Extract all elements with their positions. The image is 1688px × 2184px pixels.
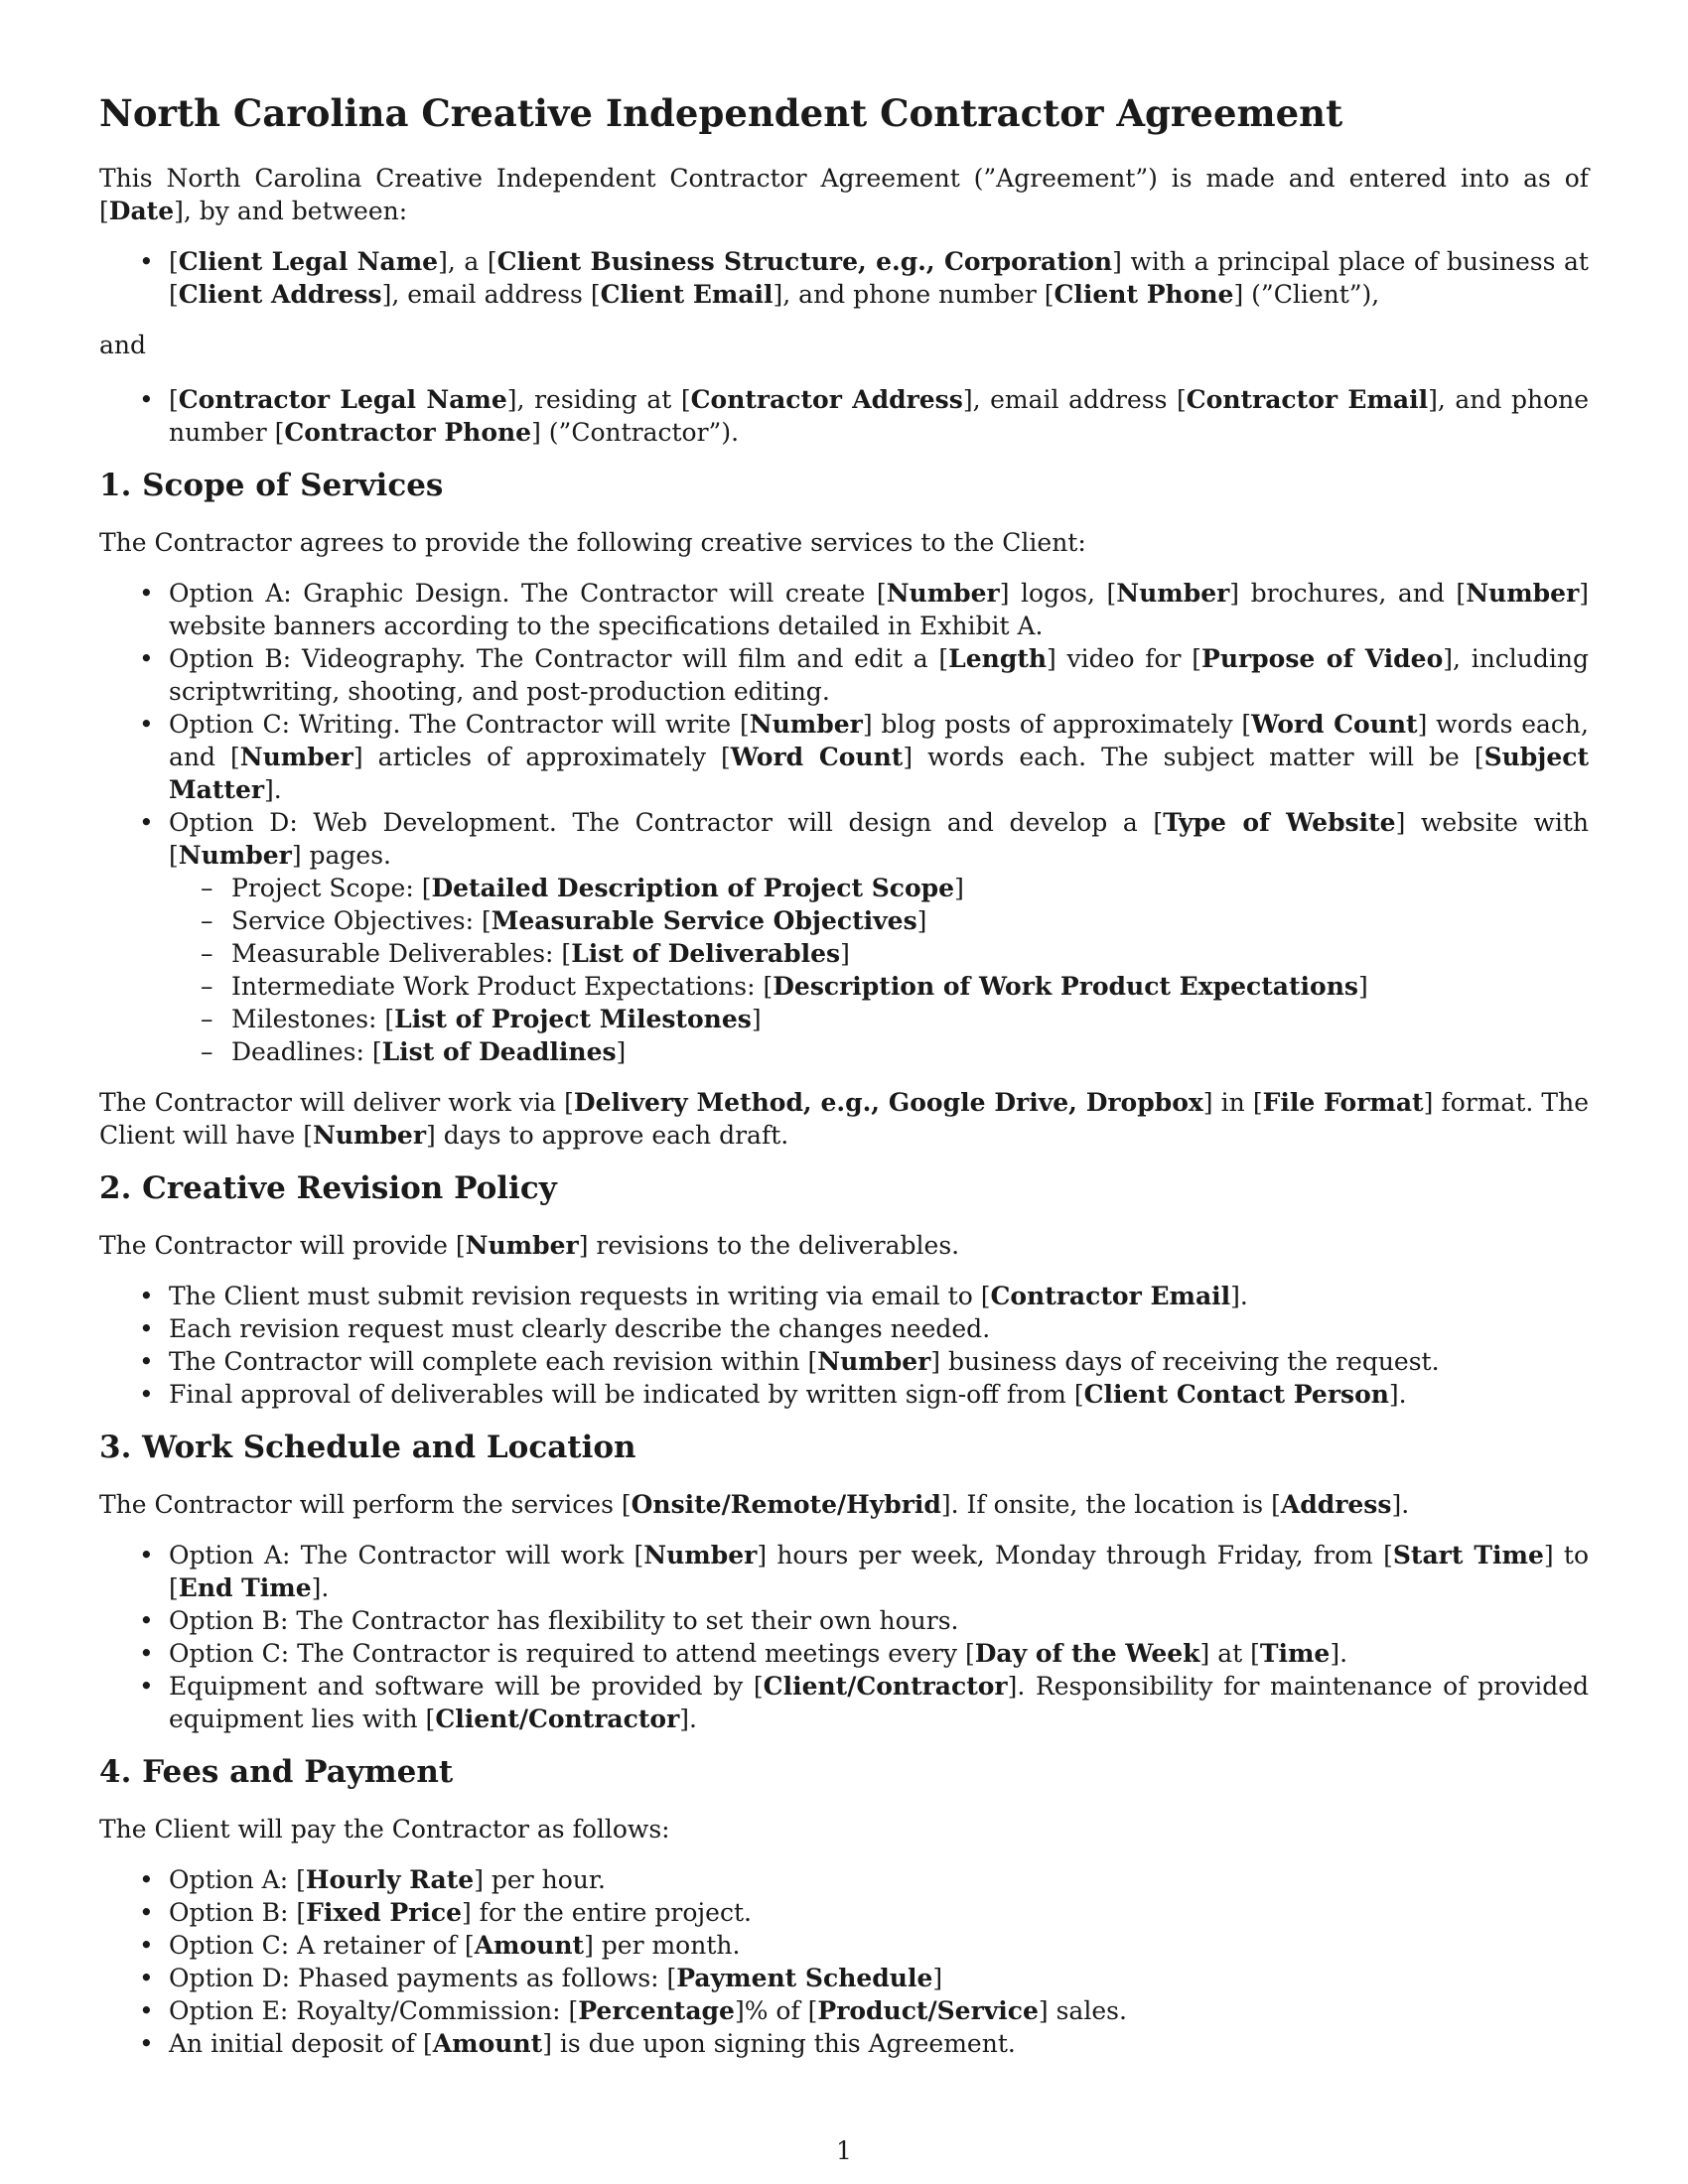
fees-list [99, 1863, 1589, 2060]
list-item: • An initial deposit of [Amount] is due upon signing this Agreement. [99, 2027, 1589, 2060]
scope-option-a: • Option A: Graphic Design. The Contractor will create [Number] logos, [Number] brochures, and [Number] website banners according to the specifications detailed in Exhibit A. [99, 577, 1589, 642]
list-item: – Service Objectives: [Measurable Service Objectives] [169, 904, 1589, 937]
scope-option-c: • Option C: Writing. The Contractor will write [Number] blog posts of approximately [Word Count] words each, and [Number] articles of approximately [Word Count] words each. The subject matter will be [Subject Matter]. [99, 708, 1589, 806]
list-item: • Option E: Royalty/Commission: [Percentage]% of [Product/Service] sales. [99, 1994, 1589, 2027]
parties-contractor-list [99, 383, 1589, 449]
list-item: • Option C: The Contractor is required to attend meetings every [Day of the Week] at [Time]. [99, 1637, 1589, 1670]
revision-lead: The Contractor will provide [Number] revisions to the deliverables. [99, 1231, 960, 1260]
schedule-lead: The Contractor will perform the services [Onsite/Remote/Hybrid]. If onsite, the location is [Address]. [99, 1490, 1410, 1519]
list-item: • Each revision request must clearly describe the changes needed. [99, 1312, 1589, 1345]
document-body [99, 162, 1589, 2078]
scope-details-list [169, 872, 1589, 1068]
scope-lead: The Contractor agrees to provide the following creative services to the Client: [99, 528, 1086, 557]
parties-client-list [99, 245, 1589, 311]
list-item: • Option D: Phased payments as follows: [Payment Schedule] [99, 1962, 1589, 1994]
list-item: • Final approval of deliverables will be indicated by written sign-off from [Client Contact Person]. [99, 1378, 1589, 1411]
delivery-paragraph: The Contractor will deliver work via [Delivery Method, e.g., Google Drive, Dropbox] in [File Format] format. The Client will have [Number] days to approve each draft. [99, 1088, 1589, 1150]
list-item: • Option B: [Fixed Price] for the entire project. [99, 1896, 1589, 1929]
section-heading-schedule: 3. Work Schedule and Location [99, 1430, 636, 1465]
list-item: • The Contractor will complete each revision within [Number] business days of receiving the request. [99, 1345, 1589, 1378]
document-page [99, 0, 1589, 2184]
page-number: 1 [836, 2136, 852, 2165]
client-party: • [Client Legal Name], a [Client Business Structure, e.g., Corporation] with a principal place of business at [Client Address], email address [Client Email], and phone number [Client Phone] (”Client”), [99, 245, 1589, 311]
contractor-party: • [Contractor Legal Name], residing at [Contractor Address], email address [Contractor Email], and phone number [Contractor Phone] (”Contractor”). [99, 383, 1589, 449]
section-heading-revision: 2. Creative Revision Policy [99, 1170, 557, 1206]
list-item: • Option C: A retainer of [Amount] per month. [99, 1929, 1589, 1962]
list-item: • Option B: The Contractor has flexibility to set their own hours. [99, 1604, 1589, 1637]
and-connector: and [99, 331, 147, 359]
scope-option-d: • Option D: Web Development. The Contractor will design and develop a [Type of Website] website with [Number] pages. – Project Scope: [Detailed Description of Project Scope] – Service Objectives: [Measurable Service Objectives] – Measurable Deliverables: [List of Deliverables] – Intermediate Work Product Expectations: [Description of Work Product Expectations] – Milestones: [List of Project Milestones] – Deadlines: [List of Deadlines] [99, 806, 1589, 1068]
list-item: • Option A: [Hourly Rate] per hour. [99, 1863, 1589, 1896]
revision-list [99, 1280, 1589, 1411]
schedule-list [99, 1539, 1589, 1735]
document-title: North Carolina Creative Independent Contractor Agreement [99, 91, 1343, 135]
list-item: • Option A: The Contractor will work [Number] hours per week, Monday through Friday, from [Start Time] to [End Time]. [99, 1539, 1589, 1604]
list-item: – Measurable Deliverables: [List of Deliverables] [169, 937, 1589, 970]
scope-option-b: • Option B: Videography. The Contractor will film and edit a [Length] video for [Purpose of Video], including scriptwriting, shooting, and post-production editing. [99, 642, 1589, 708]
fees-lead: The Client will pay the Contractor as follows: [99, 1815, 670, 1843]
list-item: – Milestones: [List of Project Milestones] [169, 1003, 1589, 1035]
section-heading-scope: 1. Scope of Services [99, 468, 444, 503]
list-item: – Intermediate Work Product Expectations: [Description of Work Product Expectations] [169, 970, 1589, 1003]
date-placeholder: Date [108, 197, 175, 225]
list-item: • The Client must submit revision requests in writing via email to [Contractor Email]. [99, 1280, 1589, 1312]
list-item: – Project Scope: [Detailed Description of Project Scope] [169, 872, 1589, 904]
scope-options-list [99, 577, 1589, 1068]
intro-paragraph: This North Carolina Creative Independent Contractor Agreement (”Agreement”) is made and entered into as of [Date], by and between: [99, 164, 1589, 225]
list-item: • Equipment and software will be provided by [Client/Contractor]. Responsibility for maintenance of provided equipment lies with [Client/Contractor]. [99, 1670, 1589, 1735]
section-heading-fees: 4. Fees and Payment [99, 1754, 454, 1790]
list-item: – Deadlines: [List of Deadlines] [169, 1035, 1589, 1068]
